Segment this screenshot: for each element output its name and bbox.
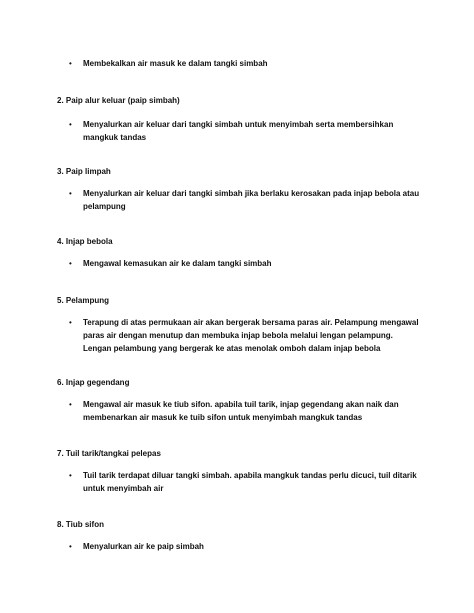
bullet-icon: • bbox=[69, 400, 72, 409]
bullet-icon: • bbox=[69, 542, 72, 551]
section-heading: 3. Paip limpah bbox=[57, 167, 111, 176]
section-heading: 7. Tuil tarik/tangkai pelepas bbox=[57, 449, 161, 458]
section-heading: 4. Injap bebola bbox=[57, 237, 113, 246]
section-heading: 8. Tiub sifon bbox=[57, 520, 104, 529]
bullet-icon: • bbox=[69, 189, 72, 198]
bullet-icon: • bbox=[69, 318, 72, 327]
section-heading: 2. Paip alur keluar (paip simbah) bbox=[57, 96, 180, 105]
list-item: Mengawal air masuk ke tiub sifon. apabila tuil tarik, injap gegendang akan naik dan membenarkan air masuk ke tuib sifon untuk menyimbah mangkuk tandas bbox=[83, 400, 399, 422]
list-item: Membekalkan air masuk ke dalam tangki simbah bbox=[83, 59, 268, 68]
bullet-icon: • bbox=[69, 471, 72, 480]
section-heading: 5. Pelampung bbox=[57, 296, 110, 305]
list-item: Tuil tarik terdapat diluar tangki simbah. apabila mangkuk tandas perlu dicuci, tuil ditarik untuk menyimbah air bbox=[83, 471, 417, 493]
list-item: Terapung di atas permukaan air akan bergerak bersama paras air. Pelampung mengawal paras air dengan menutup dan membuka injap bebola melalui lengan pelampung. Lengan pelambung yang bergerak ke atas menolak omboh dalam injap bebola bbox=[83, 318, 419, 353]
bullet-icon: • bbox=[69, 59, 72, 68]
section-heading: 6. Injap gegendang bbox=[57, 378, 130, 387]
list-item: Mengawal kemasukan air ke dalam tangki simbah bbox=[83, 259, 272, 268]
list-item: Menyalurkan air keluar dari tangki simbah jika berlaku kerosakan pada injap bebola atau pelampung bbox=[83, 189, 420, 211]
list-item: Menyalurkan air keluar dari tangki simbah untuk menyimbah serta membersihkan mangkuk tandas bbox=[83, 120, 394, 142]
list-item: Menyalurkan air ke paip simbah bbox=[83, 542, 204, 551]
bullet-icon: • bbox=[69, 120, 72, 129]
bullet-icon: • bbox=[69, 259, 72, 268]
